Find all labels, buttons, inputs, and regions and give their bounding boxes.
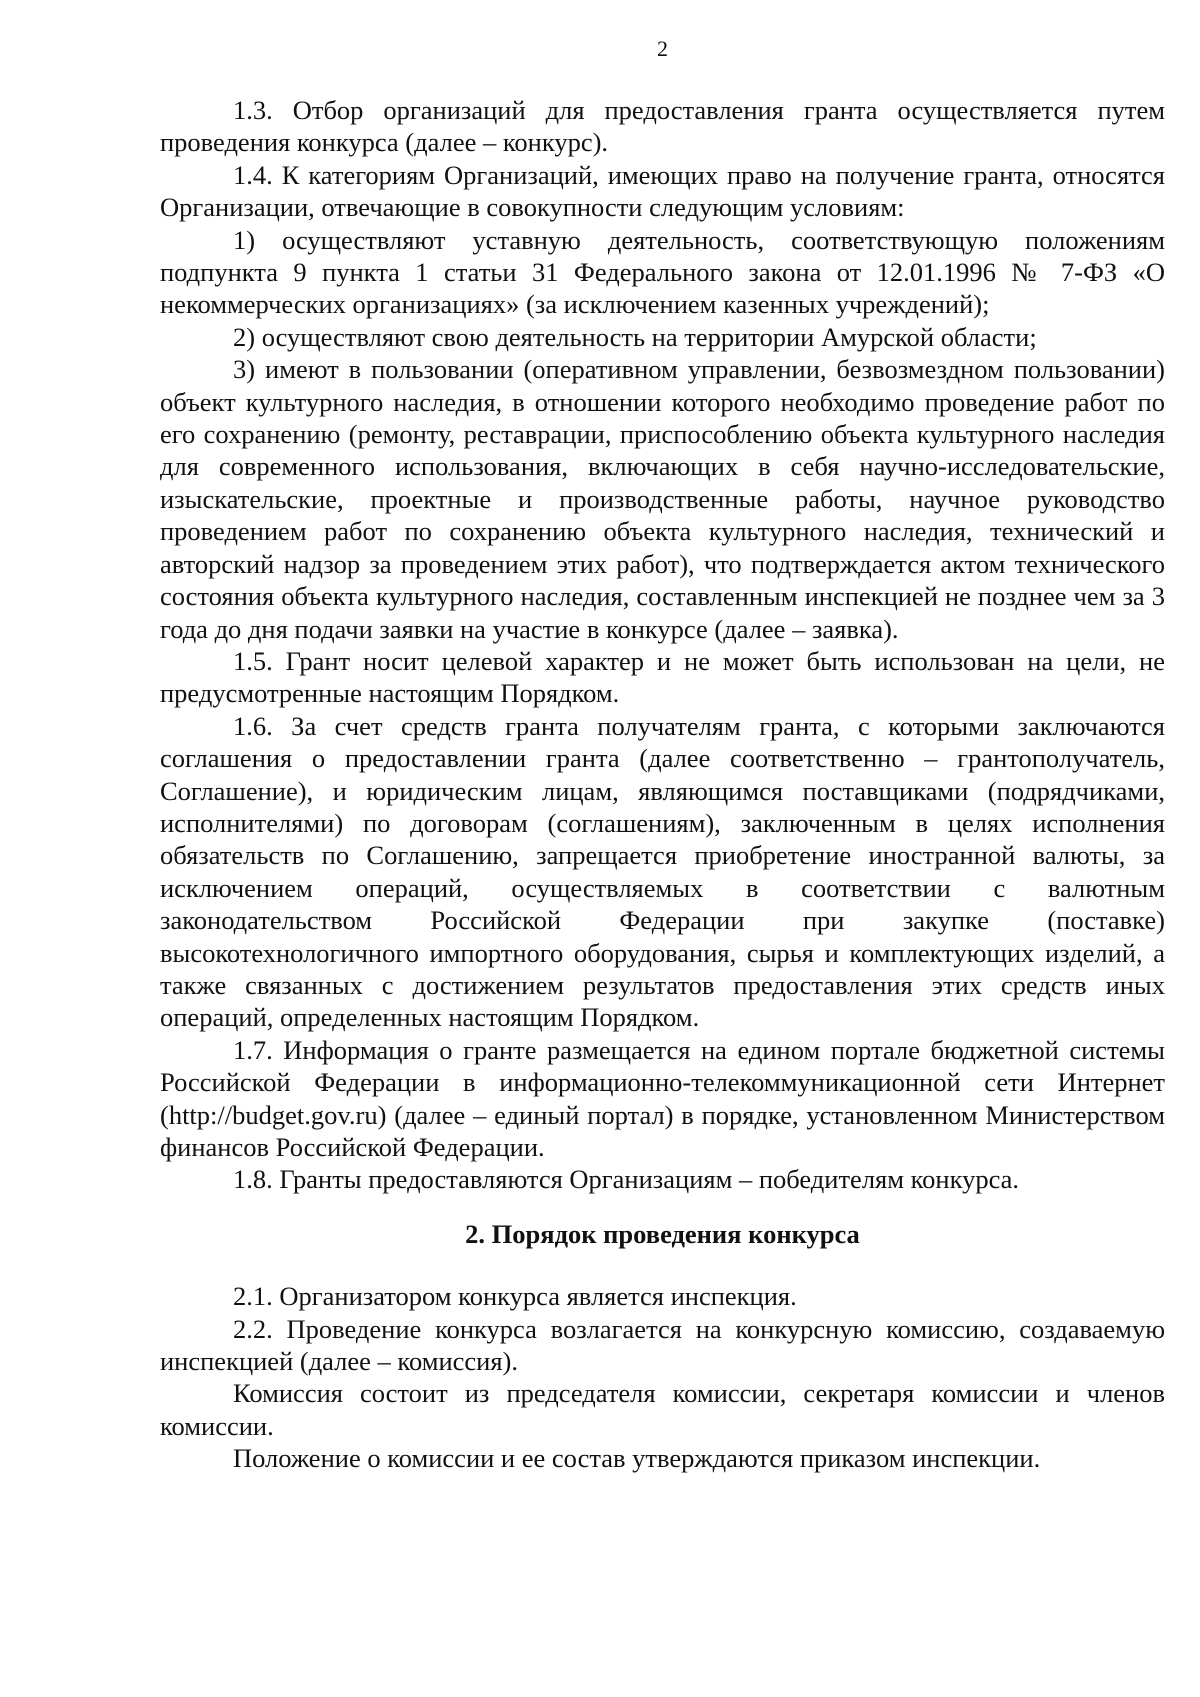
paragraph-1-8: 1.8. Гранты предоставляются Организациям – победителям конкурса.: [233, 1164, 1020, 1195]
paragraph-condition-1: 1) осуществляют уставную деятельность, соответствующую положениям подпункта 9 пункта 1 статьи 31 Федерального закона от 12.01.1996 № 7-ФЗ «О некоммерческих организациях» (за исключением казенных учреждений);: [160, 224, 1165, 320]
paragraph-condition-3: 3) имеют в пользовании (оперативном управлении, безвозмездном пользовании) объект культурного наследия, в отношении которого необходимо проведение работ по его сохранению (ремонту, реставрации, приспособлению объекта культурного наследия для современного использования, включающих в себя научно-исследовательские, изыскательские, проектные и производственные работы, научное руководство проведением работ по сохранению объекта культурного наследия, технический и авторский надзор за проведением этих работ), что подтверждается актом технического состояния объекта культурного наследия, составленным инспекцией не позднее чем за 3 года до дня подачи заявки на участие в конкурсе (далее – заявка).: [160, 354, 1165, 644]
paragraph-1-5: 1.5. Грант носит целевой характер и не может быть использован на цели, не предусмотренные настоящим Порядком.: [160, 645, 1165, 709]
paragraph-2-1: 2.1. Организатором конкурса является инспекция.: [233, 1281, 797, 1312]
paragraph-condition-2: 2) осуществляют свою деятельность на территории Амурской области;: [233, 321, 1037, 352]
paragraph-commission-regulation: Положение о комиссии и ее состав утверждаются приказом инспекции.: [233, 1443, 1041, 1474]
paragraph-1-3: 1.3. Отбор организаций для предоставления гранта осуществляется путем проведения конкурса (далее – конкурс).: [160, 95, 1165, 158]
paragraph-1-7: 1.7. Информация о гранте размещается на едином портале бюджетной системы Российской Федерации в информационно-телекоммуникационной сети Интернет (http://budget.gov.ru) (далее – единый портал) в порядке, установленном Министерством финансов Российской Федерации.: [160, 1034, 1165, 1162]
paragraph-2-2: 2.2. Проведение конкурса возлагается на конкурсную комиссию, создаваемую инспекцией (далее – комиссия).: [160, 1313, 1165, 1377]
document-page: [160, 36, 1165, 1475]
page-number: 2: [657, 36, 668, 61]
section-title: 2. Порядок проведения конкурса: [465, 1218, 860, 1249]
paragraph-commission-members: Комиссия состоит из председателя комиссии, секретаря комиссии и членов комиссии.: [160, 1378, 1165, 1441]
paragraph-1-6: 1.6. За счет средств гранта получателям гранта, с которыми заключаются соглашения о предоставлении гранта (далее соответственно – грантополучатель, Соглашение), и юридическим лицам, являющимся поставщиками (подрядчиками, исполнителями) по договорам (соглашениям), заключенным в целях исполнения обязательств по Соглашению, запрещается приобретение иностранной валюты, за исключением операций, осуществляемых в соответствии с валютным законодательством Российской Федерации при закупке (поставке) высокотехнологичного импортного оборудования, сырья и комплектующих изделий, а также связанных с достижением результатов предоставления этих средств иных операций, определенных настоящим Порядком.: [160, 710, 1165, 1033]
paragraph-1-4: 1.4. К категориям Организаций, имеющих право на получение гранта, относятся Организации, отвечающие в совокупности следующим условиям:: [160, 159, 1165, 223]
